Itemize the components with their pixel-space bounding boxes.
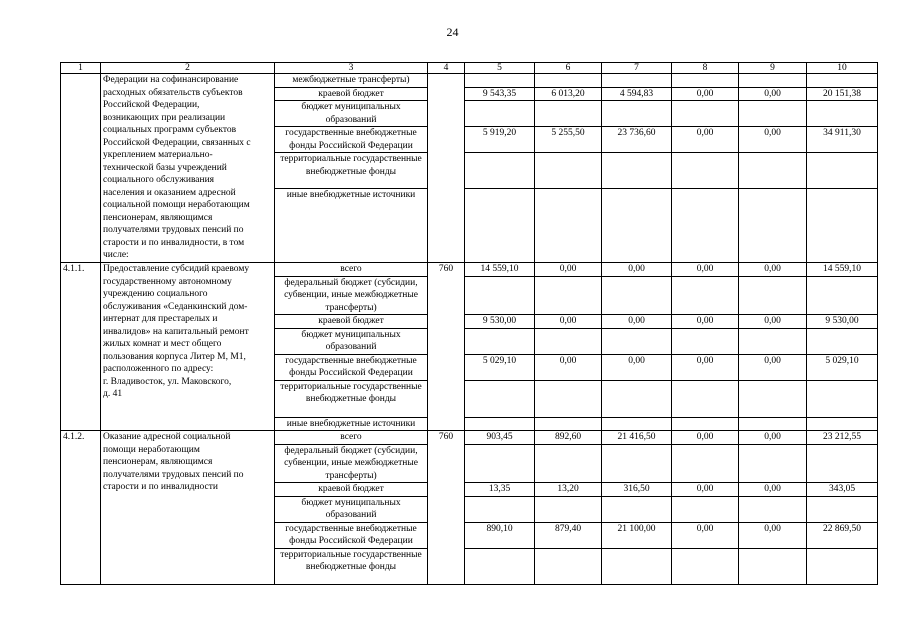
value-cell (739, 548, 807, 584)
value-cell: 14 559,10 (465, 263, 535, 277)
row-number: 4.1.2. (61, 431, 101, 585)
value-cell (672, 417, 739, 431)
value-cell: 23 736,60 (602, 127, 672, 153)
value-cell (807, 444, 878, 483)
value-cell: 0,00 (739, 87, 807, 101)
value-cell (807, 153, 878, 189)
value-cell (602, 153, 672, 189)
value-cell (602, 444, 672, 483)
value-cell (672, 380, 739, 417)
value-cell: 20 151,38 (807, 87, 878, 101)
measure-description: Федерации на софинансирование расходных обязательств субъектов Российской Федерации, возникающих при реализации социальных программ субъектов Российской Федерации, связанных с укреплением материально- технической базы учреждений социального обслуживания населения и оказанием адресной социальной помощи неработающим пенсионерам, являющимся получателями трудовых пенсий по старости и по инвалидности, в том числе: (101, 74, 275, 263)
value-cell (672, 153, 739, 189)
measure-description: Оказание адресной социальной помощи неработающим пенсионерам, являющимся получателями трудовых пенсий по старости и по инвалидности (101, 431, 275, 585)
column-header: 2 (101, 63, 275, 74)
value-cell (535, 548, 602, 584)
value-cell (739, 101, 807, 127)
value-cell (672, 276, 739, 315)
value-cell: 0,00 (739, 263, 807, 277)
funding-source: территориальные государственные внебюджетные фонды (275, 153, 428, 189)
value-cell (739, 276, 807, 315)
value-cell: 14 559,10 (807, 263, 878, 277)
value-cell: 0,00 (739, 431, 807, 445)
value-cell: 903,45 (465, 431, 535, 445)
value-cell (739, 444, 807, 483)
value-cell (807, 328, 878, 354)
value-cell: 13,35 (465, 483, 535, 497)
value-cell (739, 189, 807, 263)
value-cell: 21 100,00 (602, 522, 672, 548)
value-cell (535, 328, 602, 354)
column-header: 6 (535, 63, 602, 74)
value-cell (535, 276, 602, 315)
value-cell (739, 153, 807, 189)
value-cell (465, 444, 535, 483)
value-cell (535, 101, 602, 127)
value-cell: 0,00 (739, 127, 807, 153)
value-cell (672, 101, 739, 127)
funding-source: бюджет муниципальных образований (275, 328, 428, 354)
value-cell (465, 548, 535, 584)
value-cell: 879,40 (535, 522, 602, 548)
value-cell (672, 496, 739, 522)
value-cell (465, 496, 535, 522)
value-cell (602, 74, 672, 88)
value-cell: 0,00 (672, 127, 739, 153)
budget-table (60, 62, 878, 585)
value-cell (465, 189, 535, 263)
funding-source: бюджет муниципальных образований (275, 101, 428, 127)
code-cell: 760 (428, 263, 465, 431)
value-cell: 4 594,83 (602, 87, 672, 101)
value-cell: 0,00 (535, 354, 602, 380)
code-cell (428, 74, 465, 263)
value-cell (602, 496, 672, 522)
value-cell (672, 328, 739, 354)
value-cell (602, 380, 672, 417)
row-number: 4.1.1. (61, 263, 101, 431)
funding-source: территориальные государственные внебюджетные фонды (275, 548, 428, 584)
value-cell: 0,00 (602, 263, 672, 277)
value-cell (602, 548, 672, 584)
value-cell: 5 029,10 (465, 354, 535, 380)
value-cell: 9 530,00 (465, 315, 535, 329)
value-cell: 5 255,50 (535, 127, 602, 153)
value-cell (602, 101, 672, 127)
value-cell (739, 380, 807, 417)
value-cell (807, 417, 878, 431)
value-cell (535, 153, 602, 189)
funding-source: бюджет муниципальных образований (275, 496, 428, 522)
value-cell: 0,00 (672, 87, 739, 101)
value-cell (672, 444, 739, 483)
value-cell (602, 276, 672, 315)
measure-description: Предоставление субсидий краевому государственному автономному учреждению социального обслуживания «Седанкинский дом- интернат для престарелых и инвалидов» на капитальный ремонт жилых комнат и мест общего пользования корпуса Литер М, М1, расположенного по адресу: г. Владивосток, ул. Маковского, д. 41 (101, 263, 275, 431)
value-cell: 0,00 (672, 431, 739, 445)
value-cell (807, 74, 878, 88)
value-cell: 890,10 (465, 522, 535, 548)
row-number (61, 74, 101, 263)
funding-source: государственные внебюджетные фонды Российской Федерации (275, 127, 428, 153)
value-cell (465, 101, 535, 127)
value-cell (807, 380, 878, 417)
value-cell: 0,00 (672, 483, 739, 497)
value-cell (739, 496, 807, 522)
value-cell: 0,00 (602, 354, 672, 380)
value-cell (465, 328, 535, 354)
value-cell: 21 416,50 (602, 431, 672, 445)
value-cell (465, 276, 535, 315)
value-cell (739, 328, 807, 354)
funding-source: всего (275, 431, 428, 445)
value-cell: 22 869,50 (807, 522, 878, 548)
value-cell: 892,60 (535, 431, 602, 445)
value-cell (602, 417, 672, 431)
column-header: 4 (428, 63, 465, 74)
value-cell: 0,00 (535, 315, 602, 329)
value-cell (602, 189, 672, 263)
value-cell: 0,00 (739, 315, 807, 329)
table-row (61, 431, 878, 445)
value-cell: 5 919,20 (465, 127, 535, 153)
value-cell: 6 013,20 (535, 87, 602, 101)
table-row (61, 263, 878, 277)
value-cell (535, 380, 602, 417)
value-cell: 0,00 (535, 263, 602, 277)
code-cell: 760 (428, 431, 465, 585)
value-cell (807, 548, 878, 584)
column-header: 5 (465, 63, 535, 74)
value-cell: 0,00 (602, 315, 672, 329)
value-cell: 0,00 (739, 483, 807, 497)
value-cell: 9 543,35 (465, 87, 535, 101)
value-cell: 0,00 (672, 263, 739, 277)
value-cell: 23 212,55 (807, 431, 878, 445)
value-cell: 0,00 (739, 522, 807, 548)
value-cell (807, 496, 878, 522)
funding-source: иные внебюджетные источники (275, 417, 428, 431)
funding-source: краевой бюджет (275, 315, 428, 329)
value-cell (465, 74, 535, 88)
value-cell (465, 417, 535, 431)
value-cell (465, 380, 535, 417)
funding-source: межбюджетные трансферты) (275, 74, 428, 88)
value-cell: 34 911,30 (807, 127, 878, 153)
value-cell (807, 189, 878, 263)
funding-source: иные внебюджетные источники (275, 189, 428, 263)
value-cell: 0,00 (672, 315, 739, 329)
value-cell (535, 417, 602, 431)
column-header: 8 (672, 63, 739, 74)
value-cell (739, 417, 807, 431)
funding-source: государственные внебюджетные фонды Российской Федерации (275, 354, 428, 380)
funding-source: территориальные государственные внебюджетные фонды (275, 380, 428, 417)
column-header: 1 (61, 63, 101, 74)
funding-source: государственные внебюджетные фонды Российской Федерации (275, 522, 428, 548)
column-header: 9 (739, 63, 807, 74)
value-cell (535, 189, 602, 263)
value-cell (739, 74, 807, 88)
funding-source: краевой бюджет (275, 483, 428, 497)
table-header-row (61, 63, 878, 74)
value-cell: 0,00 (672, 522, 739, 548)
value-cell: 316,50 (602, 483, 672, 497)
value-cell: 343,05 (807, 483, 878, 497)
value-cell (807, 101, 878, 127)
value-cell: 0,00 (672, 354, 739, 380)
value-cell (602, 328, 672, 354)
value-cell (672, 548, 739, 584)
value-cell (672, 74, 739, 88)
value-cell: 9 530,00 (807, 315, 878, 329)
funding-source: федеральный бюджет (субсидии, субвенции, иные межбюджетные трансферты) (275, 444, 428, 483)
column-header: 3 (275, 63, 428, 74)
column-header: 7 (602, 63, 672, 74)
value-cell (535, 444, 602, 483)
value-cell (535, 496, 602, 522)
value-cell: 13,20 (535, 483, 602, 497)
value-cell (672, 189, 739, 263)
value-cell (465, 153, 535, 189)
value-cell: 0,00 (739, 354, 807, 380)
value-cell (807, 276, 878, 315)
page-number: 24 (446, 25, 459, 39)
funding-source: краевой бюджет (275, 87, 428, 101)
column-header: 10 (807, 63, 878, 74)
value-cell (535, 74, 602, 88)
value-cell: 5 029,10 (807, 354, 878, 380)
table-row (61, 74, 878, 88)
funding-source: всего (275, 263, 428, 277)
funding-source: федеральный бюджет (субсидии, субвенции, иные межбюджетные трансферты) (275, 276, 428, 315)
